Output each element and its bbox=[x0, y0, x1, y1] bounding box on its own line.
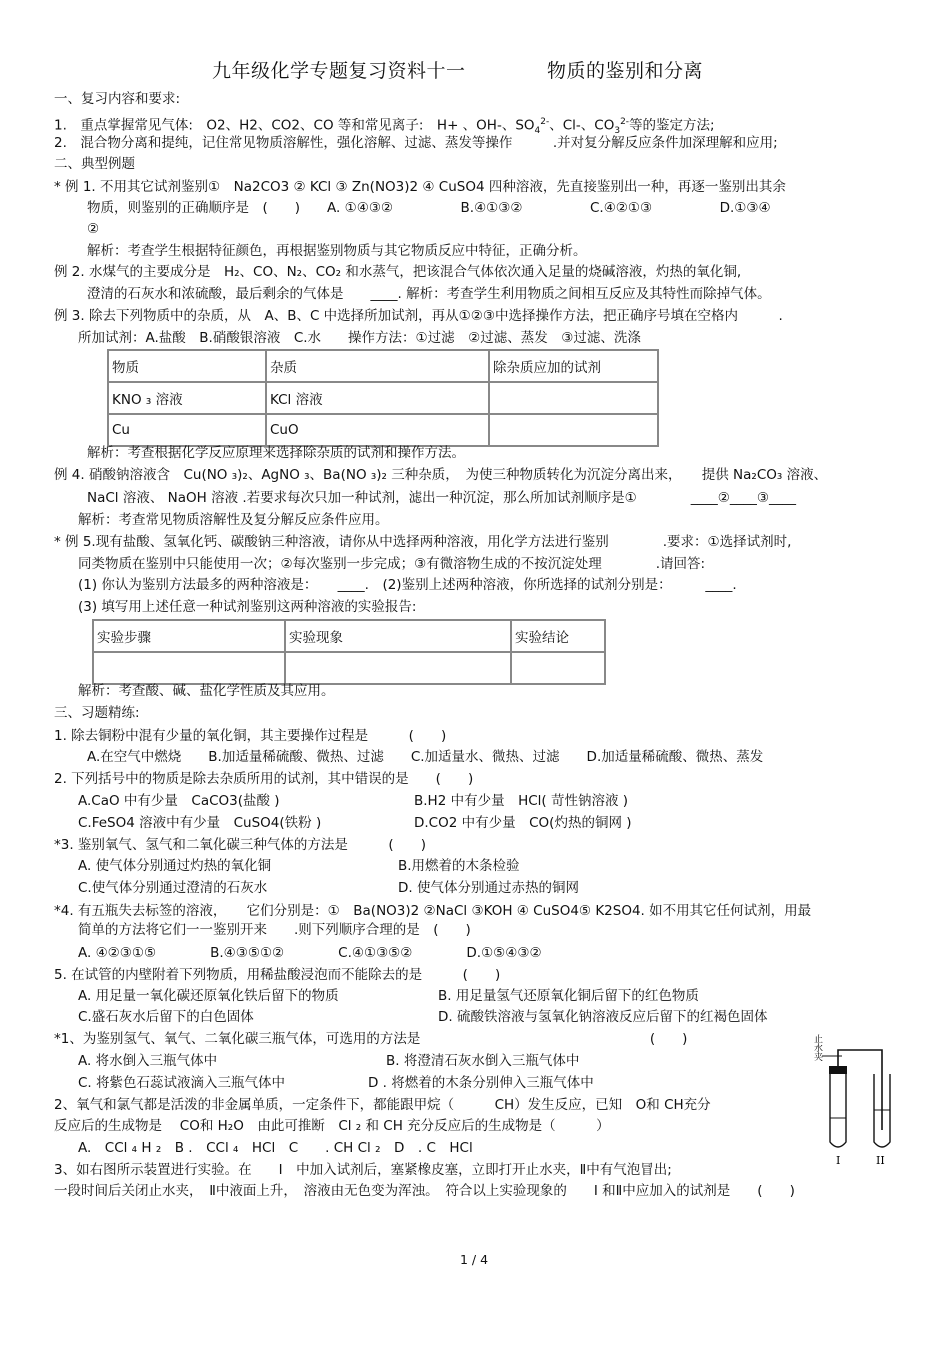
table-header-cell: 杂质 bbox=[266, 350, 489, 382]
stopper bbox=[829, 1066, 847, 1074]
table-header-cell: 除杂质应加的试剂 bbox=[489, 350, 658, 382]
table-header-cell: 实验现象 bbox=[285, 620, 511, 652]
question3-option-c: C.使气体分别通过澄清的石灰水 bbox=[78, 880, 268, 896]
table-cell bbox=[489, 382, 658, 414]
example3-line1: 例 3. 除去下列物质中的杂质，从 A、B、C 中选择所加试剂，再从①②③中选择操作方法，把正确序号填在空格内 . bbox=[54, 308, 783, 324]
example4-line2: NaCl 溶液、 NaOH 溶液 .若要求每次只加一种试剂，滤出一种沉淀，那么所加试剂顺序是① ____②____③____ bbox=[87, 490, 796, 506]
question3-option-a: A. 使气体分别通过灼热的氧化铜 bbox=[78, 858, 272, 874]
table-cell: Cu bbox=[108, 414, 266, 446]
question3-option-d: D. 使气体分别通过赤热的铜网 bbox=[398, 880, 579, 896]
table-header-cell: 实验结论 bbox=[511, 620, 605, 652]
table-row bbox=[108, 414, 658, 446]
practice1-option-b: B. 将澄清石灰水倒入三瓶气体中 bbox=[386, 1053, 580, 1069]
label-tube-1: I bbox=[836, 1154, 841, 1167]
practice3-line1: 3、如右图所示装置进行实验。在 Ⅰ 中加入试剂后，塞紧橡皮塞，立即打开止水夹，Ⅱ中有气泡冒出; bbox=[54, 1162, 672, 1178]
example2-line1: 例 2. 水煤气的主要成分是 H₂、CO、N₂、CO₂ 和水蒸气，把该混合气体依次通入足量的烧碱溶液，灼热的氧化铜, bbox=[54, 264, 742, 280]
question5-option-d: D. 硫酸铁溶液与氢氧化钠溶液反应后留下的红褐色固体 bbox=[438, 1009, 768, 1025]
example3-table bbox=[107, 349, 659, 447]
example5-line2: 同类物质在鉴别中只能使用一次；②每次鉴别一步完成；③有微溶物生成的不按沉淀处理 .请回答: bbox=[78, 556, 706, 572]
section1-item2: 2. 混合物分离和提纯，记住常见物质溶解性，强化溶解、过滤、蒸发等操作 .并对复分解反应条件加深理解和应用; bbox=[54, 135, 778, 151]
practice1-option-d: D . 将燃着的木条分别伸入三瓶气体中 bbox=[368, 1075, 594, 1091]
example4-analysis: 解析：考查常见物质溶解性及复分解反应条件应用。 bbox=[78, 512, 389, 528]
table-row bbox=[93, 652, 605, 684]
question1: 1. 除去铜粉中混有少量的氧化铜，其主要操作过程是 ( ) bbox=[54, 728, 447, 744]
page-number: 1 / 4 bbox=[460, 1252, 489, 1267]
example5-line1: * 例 5.现有盐酸、氢氧化钙、碳酸钠三种溶液，请你从中选择两种溶液，用化学方法进行鉴别 .要求：①选择试剂时, bbox=[54, 534, 792, 550]
question1-options: A.在空气中燃烧 B.加适量稀硫酸、微热、过滤 C.加适量水、微热、过滤 D.加适量稀硫酸、微热、蒸发 bbox=[87, 749, 764, 765]
question2: 2. 下列括号中的物质是除去杂质所用的试剂，其中错误的是 ( ) bbox=[54, 771, 474, 787]
practice1-option-c: C. 将紫色石蕊试液滴入三瓶气体中 bbox=[78, 1075, 286, 1091]
example1-analysis: 解析：考查学生根据特征颜色，再根据鉴别物质与其它物质反应中特征，正确分析。 bbox=[87, 243, 587, 259]
example1-line3: ② bbox=[87, 221, 100, 237]
question2-option-c: C.FeSO4 溶液中有少量 CuSO4(铁粉 ) bbox=[78, 815, 322, 831]
section2-heading: 二、典型例题 bbox=[54, 156, 135, 172]
example2-line2: 澄清的石灰水和浓硫酸，最后剩余的气体是 ____. 解析：考查学生利用物质之间相互反应及其特性而除掉气体。 bbox=[87, 286, 771, 302]
question5-option-a: A. 用足量一氧化碳还原氧化铁后留下的物质 bbox=[78, 988, 339, 1004]
example5-table bbox=[92, 619, 606, 685]
practice2-line1: 2、氧气和氯气都是活泼的非金属单质，一定条件下，都能跟甲烷（ CH）发生反应，已知 O和 CH充分 bbox=[54, 1097, 711, 1113]
section1-heading: 一、复习内容和要求: bbox=[54, 91, 181, 107]
table-header-row bbox=[108, 350, 658, 382]
clamp-label: 止水夹 bbox=[812, 1034, 822, 1061]
practice2-line2: 反应后的生成物是 CO和 H₂O 由此可推断 Cl ₂ 和 CH 充分反应后的生成物是（ ） bbox=[54, 1118, 610, 1134]
practice3-line2: 一段时间后关闭止水夹， Ⅱ中液面上升， 溶液由无色变为浑浊。 符合以上实验现象的 Ⅰ 和Ⅱ中应加入的试剂是 ( ) bbox=[54, 1183, 795, 1199]
table-cell bbox=[93, 652, 285, 684]
question4-line1: *4. 有五瓶失去标签的溶液， 它们分别是：① Ba(NO3)2 ②NaCl ③KOH ④ CuSO4⑤ K2SO4. 如不用其它任何试剂，用最 bbox=[54, 903, 812, 919]
apparatus-diagram bbox=[808, 1030, 908, 1170]
question5: 5. 在试管的内壁附着下列物质，用稀盐酸浸泡而不能除去的是 ( ) bbox=[54, 967, 501, 983]
table-cell bbox=[511, 652, 605, 684]
example5-q3: (3) 填写用上述任意一种试剂鉴别这两种溶液的实验报告: bbox=[78, 599, 417, 615]
example1-line2: 物质，则鉴别的正确顺序是 ( ) A. ①④③② B.④①③② C.④②①③ D.①③④ bbox=[87, 200, 771, 216]
table-cell: KNO ₃ 溶液 bbox=[108, 382, 266, 414]
question5-option-c: C.盛石灰水后留下的白色固体 bbox=[78, 1009, 254, 1025]
table-cell: KCl 溶液 bbox=[266, 382, 489, 414]
example1-line1: * 例 1. 不用其它试剂鉴别① Na2CO3 ② KCl ③ Zn(NO3)2 ④ CuSO4 四种溶液，先直接鉴别出一种，再逐一鉴别出其余 bbox=[54, 179, 786, 195]
example4-line1: 例 4. 硝酸钠溶液含 Cu(NO ₃)₂、AgNO ₃、Ba(NO ₃)₂ 三种杂质， 为使三种物质转化为沉淀分离出来， 提供 Na₂CO₃ 溶液、 bbox=[54, 467, 828, 483]
title-right: 物质的鉴别和分离 bbox=[547, 60, 704, 82]
question4-options: A. ④②③①⑤ B.④③⑤①② C.④①③⑤② D.①⑤④③② bbox=[78, 945, 542, 961]
example5-q1: (1) 你认为鉴别方法最多的两种溶液是： ____. (2)鉴别上述两种溶液，你所选择的试剂分别是： ____. bbox=[78, 577, 737, 593]
table-row bbox=[108, 382, 658, 414]
table-cell: CuO bbox=[266, 414, 489, 446]
table-cell bbox=[489, 414, 658, 446]
practice1: *1、为鉴别氢气、氧气、二氧化碳三瓶气体，可选用的方法是 ( ) bbox=[54, 1031, 688, 1047]
question4-line2: 简单的方法将它们一一鉴别开来 .则下列顺序合理的是 ( ) bbox=[78, 922, 471, 938]
section3-heading: 三、习题精练: bbox=[54, 705, 140, 721]
table-header-cell: 物质 bbox=[108, 350, 266, 382]
title-left: 九年级化学专题复习资料十一 bbox=[212, 60, 466, 82]
table-cell bbox=[285, 652, 511, 684]
question2-option-d: D.CO2 中有少量 CO(灼热的铜网 ) bbox=[414, 815, 632, 831]
section1-item1: 1. 重点掌握常见气体: O2、H2、CO2、CO 等和常见离子: H+ 、OH-、$SO_4^{2-}$、Cl-、$CO_3^{2-}$等的鉴定方法; bbox=[54, 117, 715, 137]
test-tube-1 bbox=[830, 1070, 846, 1147]
practice1-option-a: A. 将水倒入三瓶气体中 bbox=[78, 1053, 218, 1069]
example3-line2: 所加试剂：A.盐酸 B.硝酸银溶液 C.水 操作方法：①过滤 ②过滤、蒸发 ③过滤、洗涤 bbox=[78, 330, 641, 346]
example5-analysis: 解析：考查酸、碱、盐化学性质及其应用。 bbox=[78, 683, 335, 699]
question5-option-b: B. 用足量氢气还原氧化铜后留下的红色物质 bbox=[438, 988, 699, 1004]
table-header-cell: 实验步骤 bbox=[93, 620, 285, 652]
question2-option-a: A.CaO 中有少量 CaCO3(盐酸 ) bbox=[78, 793, 280, 809]
question2-option-b: B.H2 中有少量 HCl( 苛性钠溶液 ) bbox=[414, 793, 629, 809]
question3: *3. 鉴别氧气、氢气和二氧化碳三种气体的方法是 ( ) bbox=[54, 837, 426, 853]
table-header-row bbox=[93, 620, 605, 652]
question3-option-b: B.用燃着的木条检验 bbox=[398, 858, 520, 874]
label-tube-2: II bbox=[876, 1154, 885, 1167]
practice2-options: A. CCl ₄ H ₂ B . CCl ₄ HCl C . CH Cl ₂ D . C HCl bbox=[78, 1140, 473, 1156]
example3-analysis: 解析：考查根据化学反应原理来选择除杂质的试剂和操作方法。 bbox=[87, 445, 465, 461]
